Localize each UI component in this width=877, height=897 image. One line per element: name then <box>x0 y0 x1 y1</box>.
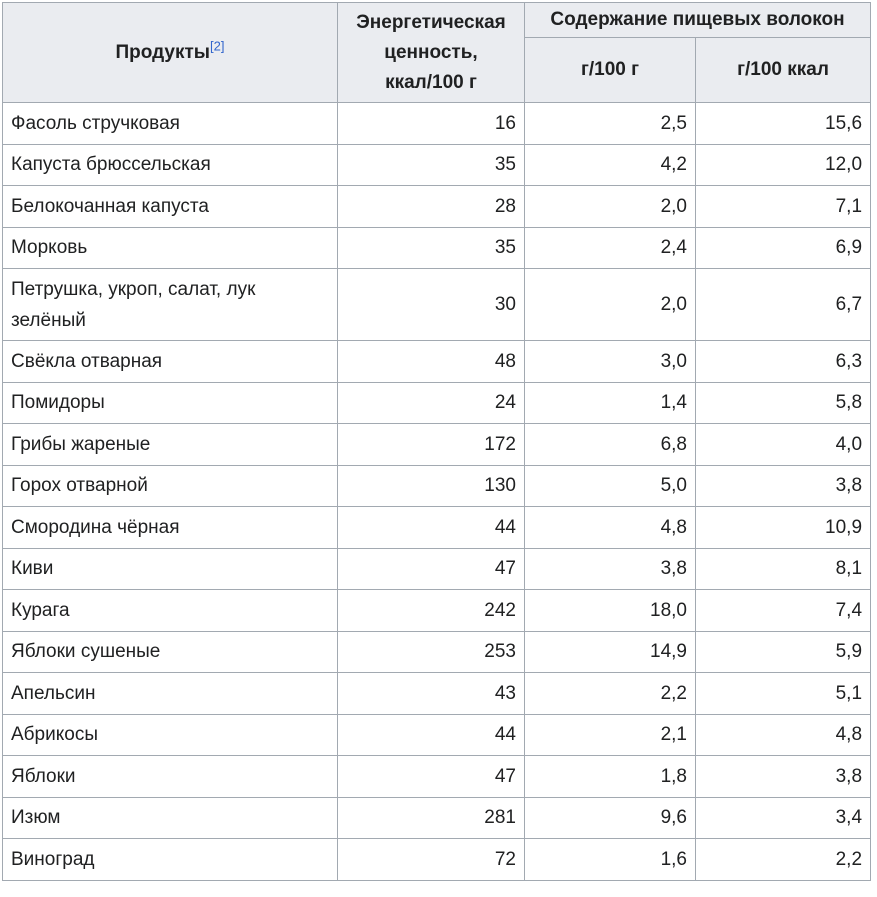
cell-product: Капуста брюссельская <box>3 144 338 186</box>
cell-energy: 35 <box>338 227 525 269</box>
table-row <box>3 590 871 632</box>
table-row <box>3 673 871 715</box>
cell-product: Киви <box>3 548 338 590</box>
cell-fiber-per-100kcal: 3,8 <box>696 465 871 507</box>
cell-fiber-per-100kcal: 5,8 <box>696 382 871 424</box>
cell-energy: 253 <box>338 631 525 673</box>
table-row <box>3 227 871 269</box>
cell-product: Белокочанная капуста <box>3 186 338 228</box>
cell-product: Апельсин <box>3 673 338 715</box>
table-row <box>3 548 871 590</box>
table-body <box>3 103 871 881</box>
cell-fiber-per-100g: 18,0 <box>525 590 696 632</box>
cell-product: Изюм <box>3 797 338 839</box>
cell-fiber-per-100kcal: 6,7 <box>696 269 871 341</box>
cell-fiber-per-100kcal: 10,9 <box>696 507 871 549</box>
fiber-content-table <box>2 2 871 881</box>
cell-fiber-per-100kcal: 15,6 <box>696 103 871 145</box>
table-row <box>3 186 871 228</box>
cell-product: Смородина чёрная <box>3 507 338 549</box>
cell-product: Морковь <box>3 227 338 269</box>
cell-fiber-per-100g: 4,8 <box>525 507 696 549</box>
cell-product: Яблоки сушеные <box>3 631 338 673</box>
table-header <box>3 3 871 103</box>
cell-product: Яблоки <box>3 756 338 798</box>
table-row <box>3 631 871 673</box>
cell-energy: 16 <box>338 103 525 145</box>
cell-fiber-per-100kcal: 6,3 <box>696 341 871 383</box>
cell-energy: 30 <box>338 269 525 341</box>
cell-energy: 28 <box>338 186 525 228</box>
header-energy: Энергетическая ценность, ккал/100 г <box>338 3 525 103</box>
header-fiber: Содержание пищевых волокон <box>525 3 871 38</box>
cell-energy: 281 <box>338 797 525 839</box>
cell-fiber-per-100g: 6,8 <box>525 424 696 466</box>
cell-fiber-per-100g: 1,6 <box>525 839 696 881</box>
cell-energy: 47 <box>338 548 525 590</box>
cell-fiber-per-100kcal: 2,2 <box>696 839 871 881</box>
table-row <box>3 797 871 839</box>
table-row <box>3 103 871 145</box>
table-row <box>3 839 871 881</box>
table-row <box>3 144 871 186</box>
cell-fiber-per-100g: 2,0 <box>525 186 696 228</box>
header-per-100kcal: г/100 ккал <box>696 38 871 103</box>
cell-fiber-per-100kcal: 6,9 <box>696 227 871 269</box>
cell-product: Фасоль стручковая <box>3 103 338 145</box>
cell-fiber-per-100g: 2,0 <box>525 269 696 341</box>
header-row-top <box>3 3 871 38</box>
cell-fiber-per-100g: 4,2 <box>525 144 696 186</box>
table-row <box>3 382 871 424</box>
cell-fiber-per-100g: 1,4 <box>525 382 696 424</box>
cell-fiber-per-100g: 3,0 <box>525 341 696 383</box>
table-row <box>3 341 871 383</box>
cell-energy: 43 <box>338 673 525 715</box>
table-row <box>3 507 871 549</box>
cell-fiber-per-100g: 2,5 <box>525 103 696 145</box>
cell-energy: 44 <box>338 507 525 549</box>
cell-fiber-per-100kcal: 4,0 <box>696 424 871 466</box>
cell-product: Курага <box>3 590 338 632</box>
cell-fiber-per-100kcal: 4,8 <box>696 714 871 756</box>
header-product <box>3 3 338 103</box>
cell-energy: 47 <box>338 756 525 798</box>
cell-fiber-per-100kcal: 8,1 <box>696 548 871 590</box>
table-row <box>3 424 871 466</box>
header-per-100g: г/100 г <box>525 38 696 103</box>
cell-fiber-per-100g: 2,4 <box>525 227 696 269</box>
cell-fiber-per-100kcal: 3,8 <box>696 756 871 798</box>
cell-energy: 35 <box>338 144 525 186</box>
cell-energy: 48 <box>338 341 525 383</box>
table-row <box>3 756 871 798</box>
cell-product: Петрушка, укроп, салат, лук зелёный <box>3 269 338 341</box>
cell-energy: 130 <box>338 465 525 507</box>
cell-fiber-per-100kcal: 3,4 <box>696 797 871 839</box>
table-row <box>3 269 871 341</box>
reference-link[interactable]: [2] <box>210 38 225 54</box>
cell-fiber-per-100g: 2,2 <box>525 673 696 715</box>
cell-fiber-per-100kcal: 7,1 <box>696 186 871 228</box>
cell-fiber-per-100kcal: 5,9 <box>696 631 871 673</box>
cell-product: Горох отварной <box>3 465 338 507</box>
cell-fiber-per-100kcal: 5,1 <box>696 673 871 715</box>
cell-energy: 24 <box>338 382 525 424</box>
cell-fiber-per-100g: 3,8 <box>525 548 696 590</box>
cell-product: Грибы жареные <box>3 424 338 466</box>
cell-energy: 72 <box>338 839 525 881</box>
cell-fiber-per-100g: 1,8 <box>525 756 696 798</box>
cell-fiber-per-100kcal: 7,4 <box>696 590 871 632</box>
cell-product: Виноград <box>3 839 338 881</box>
cell-product: Помидоры <box>3 382 338 424</box>
table-row <box>3 714 871 756</box>
cell-fiber-per-100g: 5,0 <box>525 465 696 507</box>
cell-fiber-per-100g: 9,6 <box>525 797 696 839</box>
cell-energy: 242 <box>338 590 525 632</box>
cell-energy: 44 <box>338 714 525 756</box>
cell-product: Абрикосы <box>3 714 338 756</box>
cell-fiber-per-100g: 14,9 <box>525 631 696 673</box>
cell-fiber-per-100kcal: 12,0 <box>696 144 871 186</box>
header-product-label: Продукты <box>115 41 211 63</box>
cell-product: Свёкла отварная <box>3 341 338 383</box>
table-row <box>3 465 871 507</box>
cell-energy: 172 <box>338 424 525 466</box>
cell-fiber-per-100g: 2,1 <box>525 714 696 756</box>
